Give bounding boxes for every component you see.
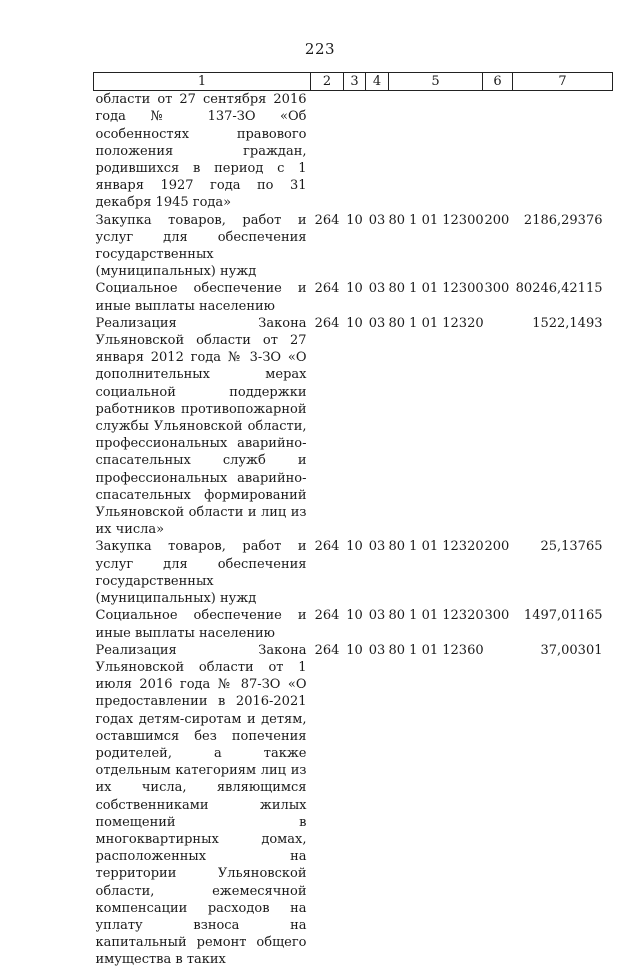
- table-row: [94, 212, 613, 281]
- row-name: Реализация Закона Ульяновской области от 27 января 2012 года № 3-ЗО «О дополнительных мерах социальной поддержки работников противопожарной службы Ульяновской области, профессиональных аварийно-спасательных служб и профессиональных аварийно-спасательных формирований Ульяновской области и лиц из их числа»: [95, 315, 307, 538]
- table-row: [94, 642, 613, 969]
- column-header-4: 4: [366, 73, 389, 91]
- row-section: 10: [346, 315, 363, 331]
- row-subsection: 03: [368, 642, 386, 658]
- row-grbs: 264: [314, 315, 340, 331]
- row-grbs: 264: [314, 608, 340, 624]
- row-subsection: 03: [368, 212, 386, 228]
- row-vr: 300: [484, 281, 510, 297]
- row-name: Закупка товаров, работ и услуг для обеспечения государственных (муниципальных) нужд: [95, 212, 307, 280]
- page-number: 223: [304, 40, 336, 58]
- row-vr: 300: [484, 608, 510, 624]
- row-subsection: 03: [368, 539, 386, 555]
- row-amount: 80246,42115: [515, 281, 603, 297]
- row-amount: [513, 91, 613, 212]
- row-section: 10: [346, 642, 363, 658]
- row-amount: 37,00301: [540, 642, 603, 658]
- row-name: Закупка товаров, работ и услуг для обеспечения государственных (муниципальных) нужд: [95, 539, 307, 607]
- table-row: [94, 280, 613, 314]
- column-header-6: 6: [483, 73, 513, 91]
- row-vr: [483, 91, 513, 212]
- row-amount: 2186,29376: [523, 212, 603, 228]
- table-row: [94, 315, 613, 539]
- column-header-2: 2: [311, 73, 344, 91]
- row-amount: 1497,01165: [523, 608, 603, 624]
- row-section: 10: [346, 539, 363, 555]
- row-grbs: 264: [314, 212, 340, 228]
- table-header: [94, 73, 613, 91]
- budget-table: [93, 72, 613, 969]
- header-row: [94, 73, 613, 91]
- row-subsection: 03: [368, 315, 386, 331]
- row-subsection: 03: [368, 281, 386, 297]
- row-section: 10: [346, 281, 363, 297]
- row-amount: 25,13765: [540, 539, 603, 555]
- row-vr: [483, 315, 513, 539]
- table-row: [94, 538, 613, 607]
- row-grbs: 264: [314, 539, 340, 555]
- row-csr: 80 1 01 12320: [388, 608, 484, 624]
- row-amount: 1522,1493: [532, 315, 603, 331]
- row-csr: 80 1 01 12320: [388, 315, 484, 331]
- row-grbs: [311, 91, 344, 212]
- row-section: 10: [346, 608, 363, 624]
- row-name: Социальное обеспечение и иные выплаты населению: [95, 608, 307, 641]
- row-section: [344, 91, 366, 212]
- column-header-5: 5: [389, 73, 483, 91]
- row-name: Социальное обеспечение и иные выплаты населению: [95, 281, 307, 314]
- table-row: [94, 607, 613, 641]
- row-vr: 200: [484, 539, 510, 555]
- table-body: [94, 91, 613, 969]
- row-vr: [483, 642, 513, 969]
- row-csr: [389, 91, 483, 212]
- row-csr: 80 1 01 12360: [388, 642, 484, 658]
- table-row: [94, 91, 613, 212]
- column-header-3: 3: [344, 73, 366, 91]
- row-subsection: 03: [368, 608, 386, 624]
- row-vr: 200: [484, 212, 510, 228]
- row-name: Реализация Закона Ульяновской области от 1 июля 2016 года № 87-ЗО «О предоставлении в 2016-2021 годах детям-сиротам и детям, оставшимся без попечения родителей, а также отдельным категориям лиц из их числа, являющимся собственниками жилых помещений в многоквартирных домах, расположенных на территории Ульяновской области, ежемесячной компенсации расходов на уплату взноса на капитальный ремонт общего имущества в таких: [95, 642, 307, 968]
- row-name: области от 27 сентября 2016 года № 137-ЗО «Об особенностях правового положения граждан, родившихся в период с 1 января 1927 года по 31 декабря 1945 года»: [95, 92, 307, 211]
- column-header-7: 7: [513, 73, 613, 91]
- row-section: 10: [346, 212, 363, 228]
- row-csr: 80 1 01 12300: [388, 281, 484, 297]
- row-grbs: 264: [314, 642, 340, 658]
- row-grbs: 264: [314, 281, 340, 297]
- row-csr: 80 1 01 12300: [388, 212, 484, 228]
- column-header-1: 1: [94, 73, 311, 91]
- row-subsection: [366, 91, 389, 212]
- row-csr: 80 1 01 12320: [388, 539, 484, 555]
